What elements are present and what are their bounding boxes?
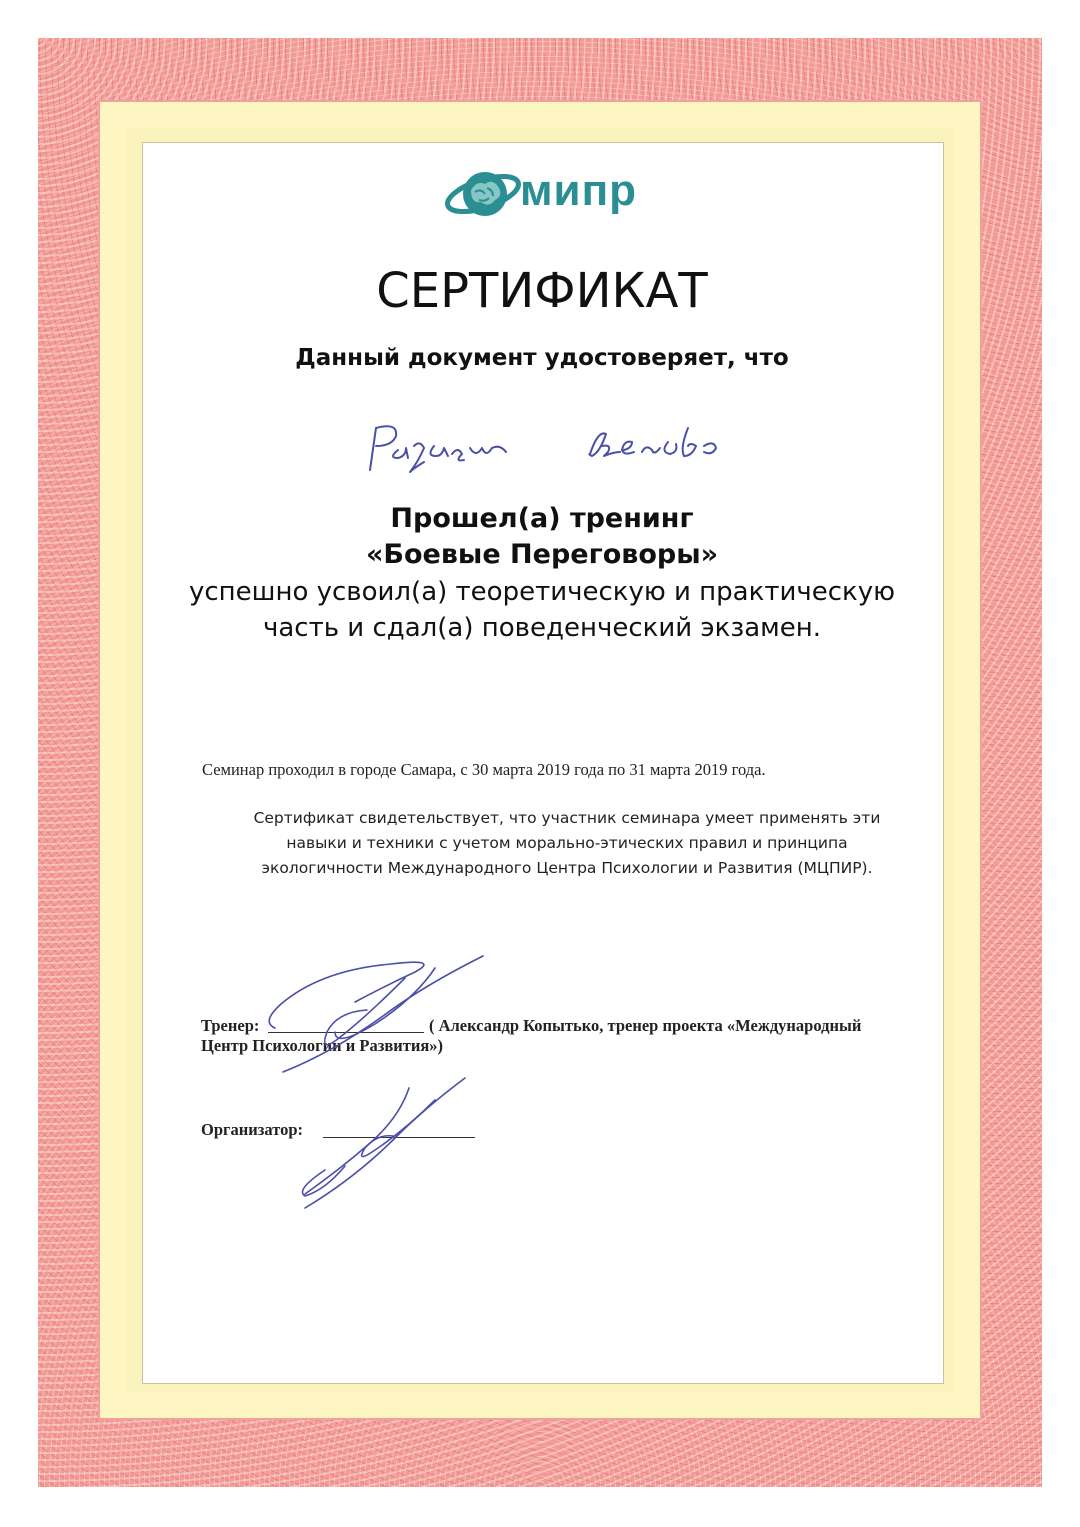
training-line: Прошел(а) тренинг: [390, 503, 694, 534]
seminar-details: Семинар проходил в городе Самара, с 30 марта 2019 года по 31 марта 2019 года.: [202, 760, 766, 779]
trainer-name-line1: ( Александр Копытько, тренер проекта «Международный: [429, 1016, 862, 1035]
completion-text-line2: часть и сдал(а) поведенческий экзамен.: [262, 613, 821, 643]
statement-line1: Сертификат свидетельствует, что участник семинара умеет применять эти: [253, 809, 881, 827]
logo-wordmark: мипр: [520, 166, 638, 215]
training-name: «Боевые Переговоры»: [365, 539, 719, 570]
certificate-title: СЕРТИФИКАТ: [376, 263, 708, 319]
completion-text-line1: успешно усвоил(а) теоретическую и практическую: [188, 577, 895, 607]
organizer-signature: [285, 1070, 485, 1210]
organizer-label: Организатор:: [201, 1120, 304, 1139]
trainer-label: Тренер:: [201, 1016, 260, 1035]
intro-line: Данный документ удостоверяет, что: [295, 345, 789, 371]
statement-line2: навыки и техники с учетом морально-этических правил и принципа: [286, 834, 848, 852]
statement-line3: экологичности Международного Центра Психологии и Развития (МЦПИР).: [261, 859, 873, 877]
trainer-name-line2: Центр Психологии и Развития»): [201, 1036, 444, 1055]
trainer-signature: [255, 950, 495, 1080]
recipient-name-handwritten: [352, 410, 752, 480]
